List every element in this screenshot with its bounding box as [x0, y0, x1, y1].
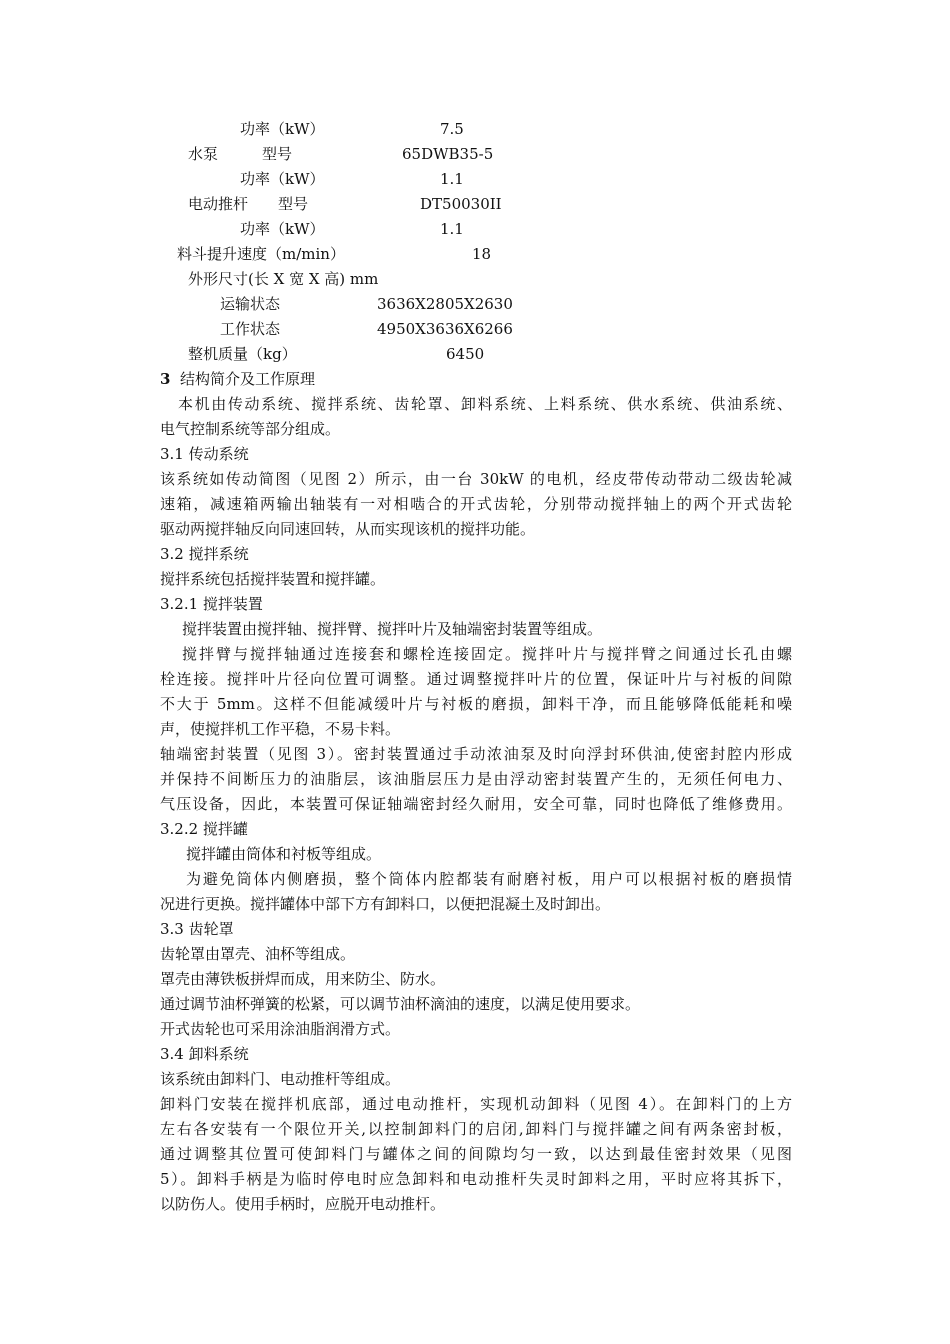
spec-value: 7.5 — [440, 120, 464, 138]
section-heading — [160, 368, 792, 390]
spec-value: 4950X3636X6266 — [377, 320, 513, 338]
paragraph-line: 卸料门安装在搅拌机底部，通过电动推杆，实现机动卸料（见图 4）。在卸料门的上方 — [160, 1095, 792, 1113]
subsection-heading: 3.2.2 搅拌罐 — [160, 820, 248, 838]
paragraph-line: 搅拌罐由筒体和衬板等组成。 — [186, 845, 382, 863]
paragraph-line: 为避免筒体内侧磨损，整个筒体内腔都装有耐磨衬板，用户可以根据衬板的磨损情 — [186, 870, 792, 888]
paragraph-line: 通过调整其位置可使卸料门与罐体之间的间隙均匀一致，以达到最佳密封效果（见图 — [160, 1145, 792, 1163]
paragraph-line: 搅拌装置由搅拌轴、搅拌臂、搅拌叶片及轴端密封装置等组成。 — [182, 620, 603, 638]
spec-label: 外形尺寸(长 X 宽 X 高) mm — [188, 270, 379, 288]
paragraph-line: 本机由传动系统、搅拌系统、齿轮罩、卸料系统、上料系统、供水系统、供油系统、 — [178, 395, 792, 413]
paragraph-line: 气压设备，因此，本装置可保证轴端密封经久耐用，安全可靠，同时也降低了维修费用。 — [160, 795, 792, 813]
paragraph-line: 通过调节油杯弹簧的松紧，可以调节油杯滴油的速度，以满足使用要求。 — [160, 995, 641, 1013]
subsection-heading: 3.3 齿轮罩 — [160, 920, 234, 938]
spec-value: 65DWB35-5 — [402, 145, 494, 163]
spec-group: 水泵 — [188, 145, 219, 163]
paragraph-line: 不大于 5mm。这样不但能减缓叶片与衬板的磨损，卸料干净，而且能够降低能耗和噪 — [160, 695, 792, 713]
spec-label: 运输状态 — [220, 295, 281, 313]
paragraph-line: 搅拌系统包括搅拌装置和搅拌罐。 — [160, 570, 386, 588]
spec-label: 功率（kW） — [240, 170, 325, 188]
subsection-heading: 3.1 传动系统 — [160, 445, 249, 463]
paragraph-line: 栓连接。搅拌叶片径向位置可调整。通过调整搅拌叶片的位置，保证叶片与衬板的间隙 — [160, 670, 792, 688]
paragraph-line: 况进行更换。搅拌罐体中部下方有卸料口，以便把混凝土及时卸出。 — [160, 895, 611, 913]
section-number: 3 — [160, 370, 171, 388]
paragraph-line: 齿轮罩由罩壳、油杯等组成。 — [160, 945, 356, 963]
spec-label: 工作状态 — [220, 320, 281, 338]
spec-value: 1.1 — [440, 220, 464, 238]
paragraph-line: 左右各安装有一个限位开关,以控制卸料门的启闭,卸料门与搅拌罐之间有两条密封板， — [160, 1120, 792, 1138]
paragraph-line: 并保持不间断压力的油脂层，该油脂层压力是由浮动密封装置产生的，无须任何电力、 — [160, 770, 792, 788]
paragraph-line: 罩壳由薄铁板拼焊而成，用来防尘、防水。 — [160, 970, 446, 988]
spec-value: 18 — [472, 245, 492, 263]
paragraph-line: 驱动两搅拌轴反向同速回转，从而实现该机的搅拌功能。 — [160, 520, 536, 538]
paragraph-line: 速箱，减速箱两输出轴装有一对相啮合的开式齿轮，分别带动搅拌轴上的两个开式齿轮 — [160, 495, 792, 513]
spec-label: 料斗提升速度（m/min） — [177, 245, 345, 263]
spec-value: 6450 — [446, 345, 485, 363]
paragraph-line: 以防伤人。使用手柄时，应脱开电动推杆。 — [160, 1195, 446, 1213]
subsection-heading: 3.2 搅拌系统 — [160, 545, 249, 563]
paragraph-line: 声，使搅拌机工作平稳，不易卡料。 — [160, 720, 401, 738]
paragraph-line: 开式齿轮也可采用涂油脂润滑方式。 — [160, 1020, 401, 1038]
paragraph-line: 该系统由卸料门、电动推杆等组成。 — [160, 1070, 401, 1088]
paragraph-line: 5）。卸料手柄是为临时停电时应急卸料和电动推杆失灵时卸料之用，平时应将其拆下， — [160, 1170, 792, 1188]
paragraph-line: 搅拌臂与搅拌轴通过连接套和螺栓连接固定。搅拌叶片与搅拌臂之间通过长孔由螺 — [182, 645, 792, 663]
spec-group: 电动推杆 — [188, 195, 249, 213]
spec-label: 整机质量（kg） — [188, 345, 297, 363]
subsection-heading: 3.2.1 搅拌装置 — [160, 595, 263, 613]
paragraph-line: 电气控制系统等部分组成。 — [160, 420, 341, 438]
subsection-heading: 3.4 卸料系统 — [160, 1045, 249, 1063]
spec-value: 1.1 — [440, 170, 464, 188]
paragraph-line: 该系统如传动简图（见图 2）所示，由一台 30kW 的电机，经皮带传动带动二级齿轮减 — [160, 470, 792, 488]
spec-label: 功率（kW） — [240, 120, 325, 138]
spec-value: 3636X2805X2630 — [377, 295, 513, 313]
spec-label: 型号 — [278, 195, 309, 213]
section-title: 结构简介及工作原理 — [179, 370, 315, 388]
spec-value: DT50030II — [420, 195, 502, 213]
paragraph-line: 轴端密封装置（见图 3）。密封装置通过手动浓油泵及时向浮封环供油,使密封腔内形成 — [160, 745, 792, 763]
spec-label: 型号 — [262, 145, 293, 163]
spec-label: 功率（kW） — [240, 220, 325, 238]
